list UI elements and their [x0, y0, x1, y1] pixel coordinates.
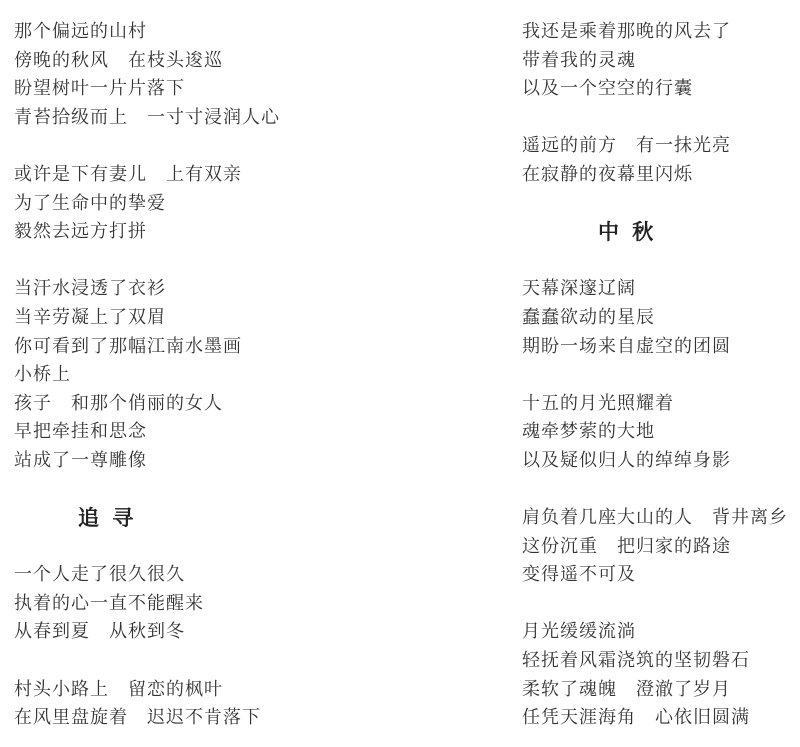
poem-line: 在风里盘旋着 迟迟不肯落下 [14, 707, 261, 729]
stanza [522, 18, 794, 104]
poem-line: 青苔拾级而上 一寸寸浸润人心 [14, 106, 280, 128]
poem-line: 村头小路上 留恋的枫叶 [14, 678, 223, 700]
poem-line: 月光缓缓流淌 [522, 621, 636, 643]
stanza [522, 132, 794, 189]
poem-line: 肩负着几座大山的人 背井离乡 [522, 507, 788, 529]
poem-line: 盼望树叶一片片落下 [14, 78, 185, 100]
stanza [522, 275, 794, 361]
stanza [14, 18, 314, 132]
poem-line: 执着的心一直不能醒来 [14, 592, 204, 614]
poem-line: 站成了一尊雕像 [14, 449, 147, 471]
poem-line: 蠢蠢欲动的星辰 [522, 306, 655, 328]
stanza [522, 618, 794, 732]
poem-line: 当汗水浸透了衣衫 [14, 278, 166, 300]
poem-line: 孩子 和那个俏丽的女人 [14, 392, 223, 414]
poem-line: 以及一个空空的行囊 [522, 78, 693, 100]
poem-line: 你可看到了那幅江南水墨画 [14, 335, 242, 357]
poem-line: 轻抚着风霜浇筑的坚韧磐石 [522, 650, 750, 672]
poem-line: 这份沉重 把归家的路途 [522, 535, 731, 557]
poem-title: 追 寻 [78, 506, 137, 531]
poem-line: 我还是乘着那晚的风去了 [522, 21, 731, 42]
poem-line: 期盼一场来自虚空的团圆 [522, 335, 731, 357]
stanza [14, 561, 314, 647]
right-column [522, 18, 794, 733]
poem-line: 傍晚的秋风 在枝头逡巡 [14, 49, 223, 71]
left-column [14, 18, 314, 733]
stanza [14, 275, 314, 475]
stanza [522, 390, 794, 476]
poem-line: 带着我的灵魂 [522, 49, 636, 71]
poem-line: 十五的月光照耀着 [522, 392, 674, 414]
poem-line: 以及疑似归人的绰绰身影 [522, 449, 731, 471]
poem-line: 在寂静的夜幕里闪烁 [522, 163, 693, 185]
poem-line: 任凭天涯海角 心依旧圆满 [522, 707, 750, 729]
poem-line: 小桥上 [14, 364, 71, 386]
poem-line: 柔软了魂魄 澄澈了岁月 [522, 678, 731, 700]
poem-line: 一个人走了很久很久 [14, 564, 185, 586]
stanza [14, 161, 314, 247]
stanza [14, 676, 314, 733]
poem-title: 中 秋 [598, 220, 657, 245]
poem-line: 魂牵梦萦的大地 [522, 421, 655, 443]
stanza [522, 504, 794, 590]
poem-line: 天幕深邃辽阔 [522, 278, 636, 300]
poem-line: 毅然去远方打拼 [14, 221, 147, 243]
poem-line: 变得遥不可及 [522, 564, 636, 586]
poem-line: 那个偏远的山村 [14, 21, 147, 42]
poem-line: 或许是下有妻儿 上有双亲 [14, 163, 242, 185]
poem-line: 为了生命中的挚爱 [14, 192, 166, 214]
poem-line: 从春到夏 从秋到冬 [14, 621, 185, 643]
poem-line: 早把牵挂和思念 [14, 421, 147, 443]
poem-line: 遥远的前方 有一抹光亮 [522, 135, 731, 157]
poem-line: 当辛劳凝上了双眉 [14, 306, 166, 328]
